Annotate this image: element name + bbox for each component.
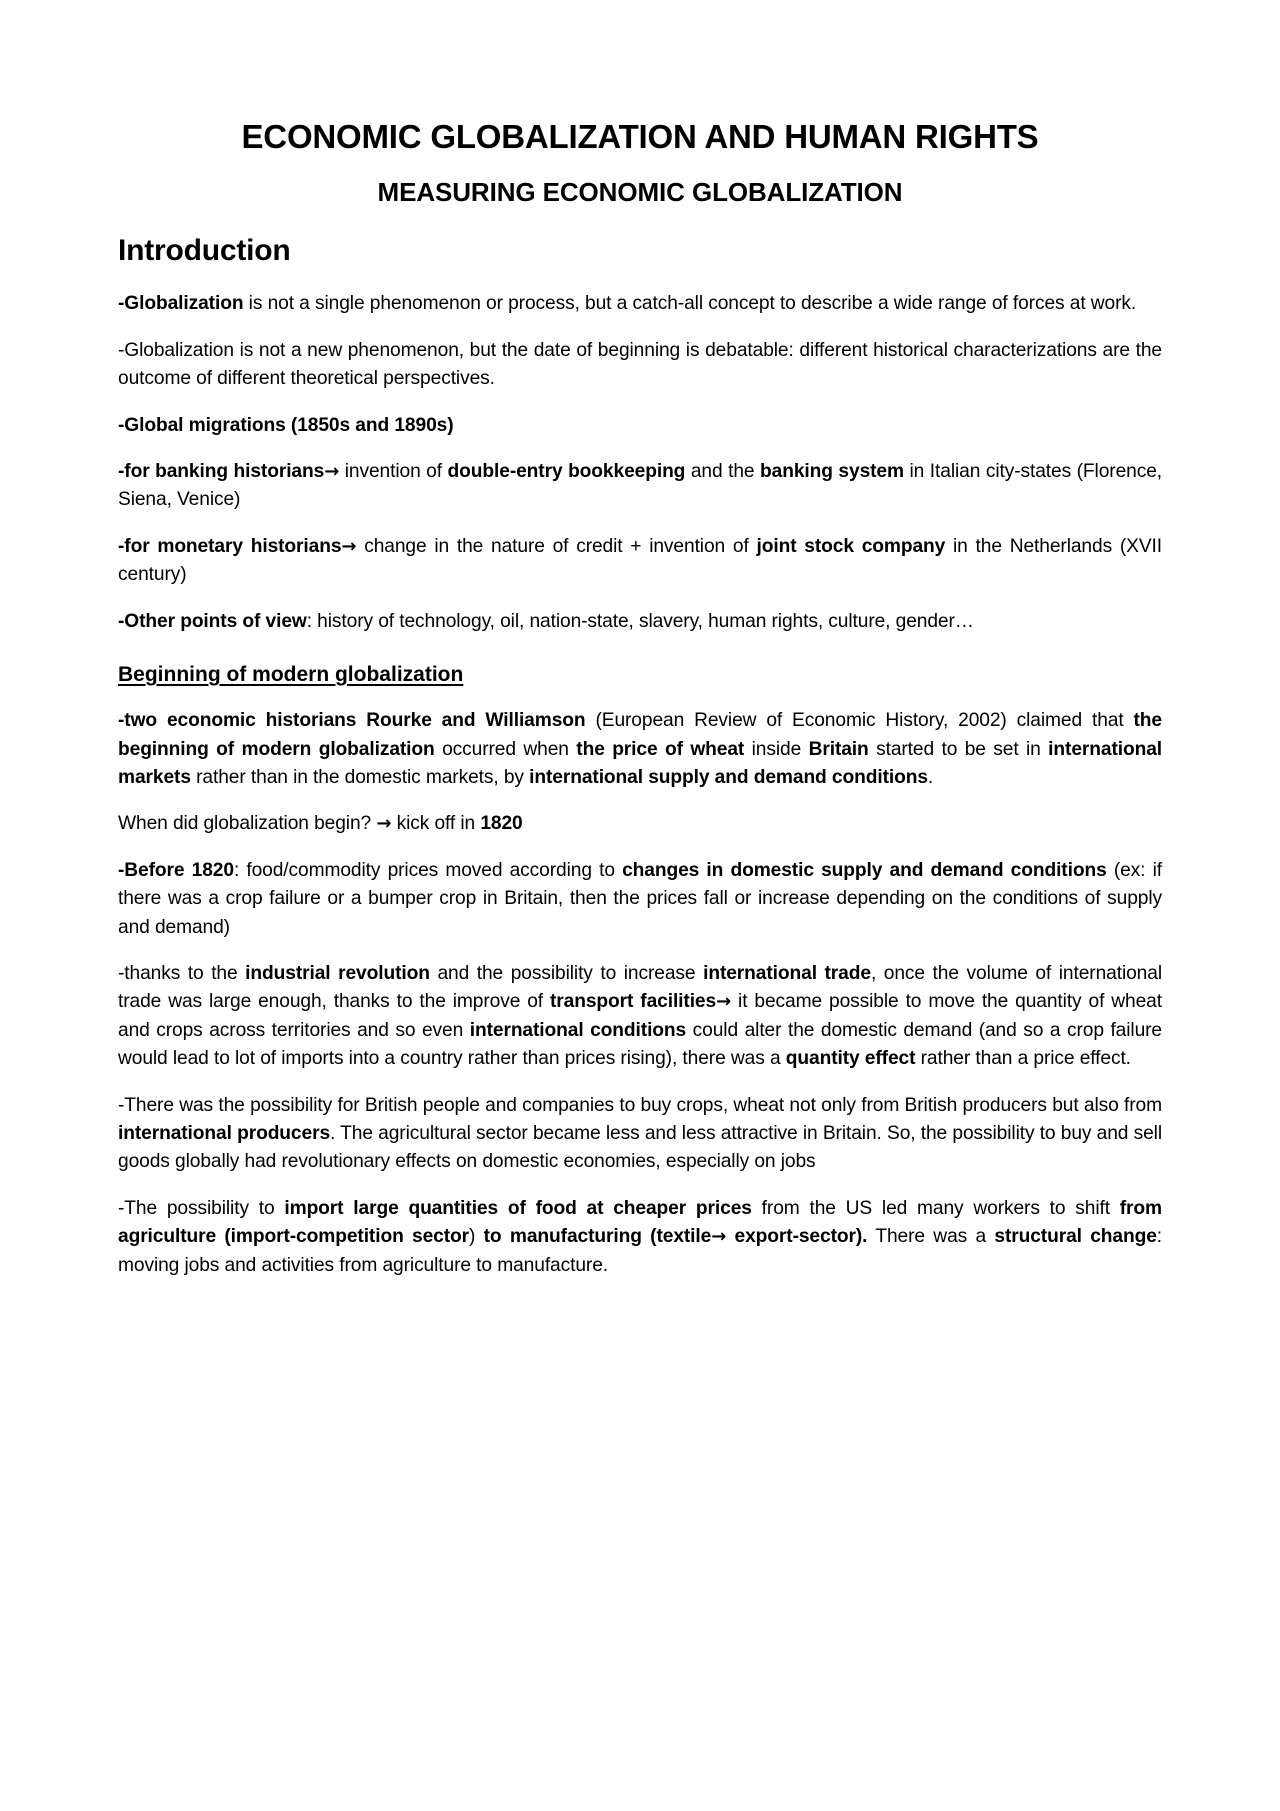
bold-two-economic-historians: -two economic historians Rourke and Williamson bbox=[118, 710, 586, 732]
bold-export-sector: export-sector). bbox=[726, 1226, 868, 1248]
bold-joint-stock-company: joint stock company bbox=[756, 535, 946, 557]
text-from-the-us: from the US led many workers to shift bbox=[751, 1197, 1120, 1219]
paragraph-banking-historians bbox=[118, 458, 1162, 515]
bold-international-trade: international trade bbox=[703, 963, 871, 985]
paragraph-not-new-phenomenon bbox=[118, 337, 1162, 394]
text-occurred-when: occurred when bbox=[434, 738, 577, 760]
paragraph-globalization-definition bbox=[118, 290, 1162, 318]
bold-international-supply-demand: international supply and demand conditions bbox=[529, 766, 928, 788]
bold-double-entry-bookkeeping: double-entry bookkeeping bbox=[447, 460, 686, 482]
bold-britain: Britain bbox=[808, 738, 869, 760]
paragraph-british-buyers bbox=[118, 1092, 1162, 1177]
bold-industrial-revolution: industrial revolution bbox=[245, 963, 430, 985]
text-started-to-be-set: started to be set in bbox=[868, 738, 1049, 760]
bold-for-monetary-historians: -for monetary historians bbox=[118, 535, 342, 557]
text-crop-failure-example: (ex: if there was a crop failure or a bumper crop in Britain, then the prices fall or increase depending on the conditions of supply and demand) bbox=[118, 859, 1162, 938]
bold-global-migrations: -Global migrations (1850s and 1890s) bbox=[118, 414, 454, 436]
text-kick-off-in: kick off in bbox=[391, 813, 481, 835]
bold-beginning-modern-globalization: the beginning of modern globalization bbox=[118, 710, 1162, 760]
text-there-was-a: There was a bbox=[867, 1226, 995, 1248]
paragraph-other-points-of-view bbox=[118, 608, 1162, 636]
text-other-points-list: : history of technology, oil, nation-state, slavery, human rights, culture, gender… bbox=[306, 610, 974, 632]
paragraph-structural-change bbox=[118, 1195, 1162, 1280]
subsection-heading-beginning-modern-globalization: Beginning of modern globalization bbox=[118, 662, 464, 686]
document-subtitle: MEASURING ECONOMIC GLOBALIZATION bbox=[377, 176, 903, 207]
text-globalization-definition: is not a single phenomenon or process, but a catch-all concept to describe a wide range of forces at work. bbox=[243, 293, 1137, 315]
text-inside: inside bbox=[744, 738, 809, 760]
bold-international-markets: international markets bbox=[118, 738, 1163, 788]
bold-to-manufacturing-textile: to manufacturing (textile bbox=[483, 1226, 712, 1248]
text-became-possible-move: it became possible to move the quantity of wheat and crops across territories and so even bbox=[118, 991, 1162, 1041]
section-heading-introduction: Introduction bbox=[118, 233, 291, 267]
text-possibility-increase: and the possibility to increase bbox=[429, 963, 704, 985]
text-european-review: (European Review of Economic History, 2002) claimed that bbox=[585, 710, 1134, 732]
bold-before-1820: -Before 1820 bbox=[118, 859, 234, 881]
text-when-did-begin: When did globalization begin? bbox=[118, 813, 377, 835]
bold-structural-change: structural change bbox=[994, 1226, 1157, 1248]
paragraph-before-1820 bbox=[118, 857, 1162, 942]
text-and-the: and the bbox=[685, 460, 761, 482]
text-period: . bbox=[927, 766, 934, 788]
paragraph-monetary-historians bbox=[118, 533, 1162, 590]
bold-from-agriculture: from agriculture (import-competition sector bbox=[118, 1197, 1163, 1248]
bold-quantity-effect: quantity effect bbox=[785, 1048, 916, 1070]
bold-year-1820: 1820 bbox=[480, 813, 523, 835]
paragraph-when-did-globalization-begin bbox=[118, 810, 1162, 838]
text-moving-jobs: : moving jobs and activities from agriculture to manufacture. bbox=[118, 1226, 1163, 1276]
right-arrow-icon: → bbox=[711, 1226, 727, 1248]
bold-changes-domestic-supply-demand: changes in domestic supply and demand conditions bbox=[622, 859, 1107, 881]
bold-lead-globalization: -Globalization bbox=[118, 293, 244, 315]
right-arrow-icon: → bbox=[324, 460, 340, 482]
paragraph-industrial-revolution bbox=[118, 960, 1162, 1074]
text-invention-of: invention of bbox=[339, 460, 448, 482]
right-arrow-icon: → bbox=[716, 991, 732, 1013]
bold-international-producers: international producers bbox=[118, 1123, 331, 1145]
text-once-the-volume: , once the volume of international trade was large enough, thanks to the improve of bbox=[118, 963, 1162, 1013]
bold-other-points-of-view: -Other points of view bbox=[118, 610, 307, 632]
text-netherlands: in the Netherlands (XVII century) bbox=[118, 535, 1163, 586]
text-italian-city-states: in Italian city-states (Florence, Siena, Venice) bbox=[118, 460, 1163, 511]
right-arrow-icon: → bbox=[341, 535, 357, 557]
text-possibility-british-people: -There was the possibility for British people and companies to buy crops, wheat not only from British producers but also from bbox=[118, 1094, 1162, 1116]
text-not-new-phenomenon: -Globalization is not a new phenomenon, but the date of beginning is debatable: different historical characterizations are the outcome of different theoretical perspectives. bbox=[118, 339, 1162, 390]
text-rather-than-domestic: rather than in the domestic markets, by bbox=[190, 766, 530, 788]
text-thanks-to-the: -thanks to the bbox=[118, 963, 246, 985]
paragraph-global-migrations bbox=[118, 412, 1162, 440]
text-could-alter-domestic: could alter the domestic demand (and so a crop failure would lead to lot of imports into a country rather than prices rising), there was a bbox=[118, 1019, 1163, 1070]
bold-price-of-wheat: the price of wheat bbox=[576, 738, 745, 760]
paragraph-rourke-williamson bbox=[118, 707, 1162, 792]
text-rather-than-price-effect: rather than a price effect. bbox=[915, 1048, 1131, 1070]
bold-banking-system: banking system bbox=[760, 460, 904, 482]
text-close-paren: ) bbox=[469, 1226, 484, 1248]
document-title: ECONOMIC GLOBALIZATION AND HUMAN RIGHTS bbox=[241, 118, 1039, 155]
text-possibility-to-import: -The possibility to bbox=[118, 1197, 285, 1219]
text-change-nature-credit: change in the nature of credit + invention of bbox=[356, 535, 757, 557]
bold-import-cheaper-prices: import large quantities of food at cheaper prices bbox=[284, 1197, 752, 1219]
bold-international-conditions: international conditions bbox=[469, 1019, 687, 1041]
text-agricultural-sector: . The agricultural sector became less and less attractive in Britain. So, the possibility to buy and sell goods globally had revolutionary effects on domestic economies, especially on jobs bbox=[118, 1123, 1162, 1173]
bold-for-banking-historians: -for banking historians bbox=[118, 460, 325, 482]
right-arrow-icon: → bbox=[376, 813, 392, 835]
bold-transport-facilities: transport facilities bbox=[550, 991, 717, 1013]
text-food-commodity-prices: : food/commodity prices moved according to bbox=[233, 859, 623, 881]
